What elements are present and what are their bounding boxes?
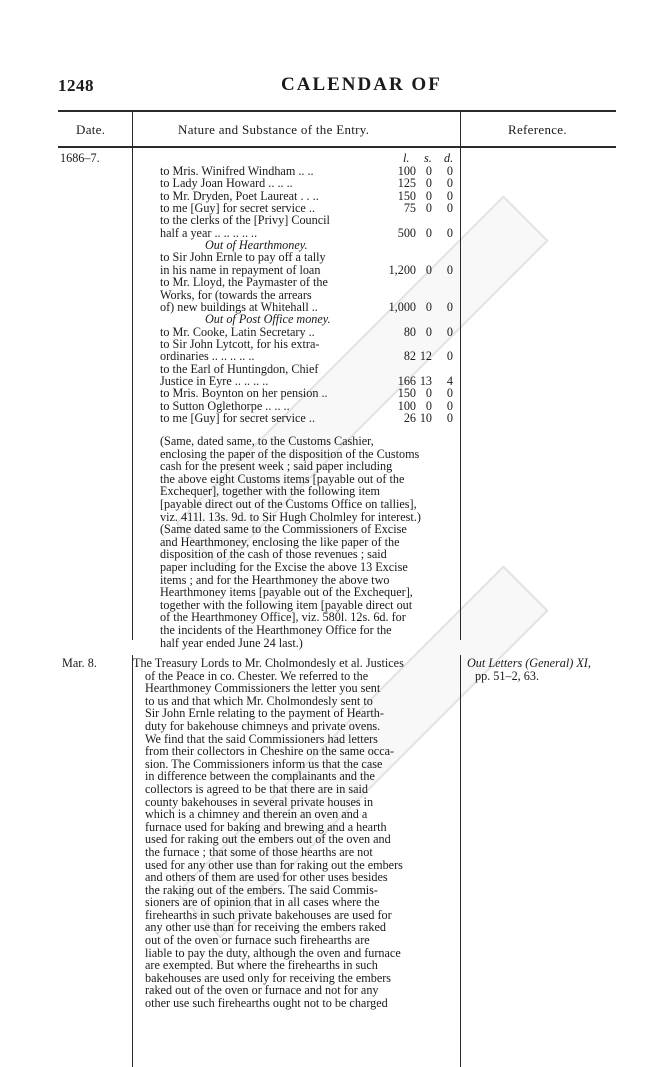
letter-line: any other use than for receiving the embers raked (145, 920, 386, 935)
item-text: to the clerks of the [Privy] Council (160, 213, 330, 228)
letter-line: the furnace ; that some of those hearths are not (145, 844, 373, 859)
note-line: the incidents of the Hearthmoney Office for the (160, 622, 392, 637)
letter-line: which is a chimney and therein an oven and a (145, 807, 368, 822)
section-heading: Out of Hearthmoney. (205, 238, 308, 253)
letter-line: We find that the said Commissioners had letters (145, 731, 378, 746)
amount-s: 13 (419, 373, 432, 388)
note-line: (Same dated same to the Commissioners of Excise (160, 522, 407, 537)
letter-line: other use such firehearths ought not to be charged (145, 996, 388, 1011)
letter-line: out of the oven or furnace such firehearths are (145, 933, 370, 948)
letter-line: and others of them are used for other uses besides (145, 870, 388, 885)
amount-l: 125 (397, 176, 416, 191)
amount-d: 4 (446, 373, 453, 388)
item-text: to Sutton Oglethorpe .. .. .. (160, 398, 290, 413)
amount-l: 82 (403, 349, 416, 364)
column-divider-right (460, 110, 461, 640)
letter-line: raked out of the oven or furnace and not for any (145, 983, 379, 998)
amount-d: 0 (446, 411, 453, 425)
letter-line: to us and that which Mr. Cholmondesly sent to (145, 693, 373, 708)
amount-l: 80 (403, 324, 416, 339)
amount-s: 0 (425, 386, 432, 401)
letter-line: collectors is agreed to be that there are in said (145, 781, 369, 796)
letter-line: of the Peace in co. Chester. We referred to the (145, 668, 369, 683)
amount-l: 150 (397, 188, 416, 203)
amount-l: 1,200 (388, 262, 416, 277)
item-text: ordinaries .. .. .. .. .. (160, 349, 255, 364)
amount-l: 500 (397, 225, 416, 240)
note-line: Exchequer], together with the following item (160, 484, 380, 499)
letter-line: bakehouses are used only for receiving the embers (145, 970, 392, 985)
amount-d: 0 (446, 299, 453, 314)
note-line: cash for the present week ; said paper including (160, 459, 393, 474)
item-text: to Mr. Lloyd, the Paymaster of the (160, 275, 328, 290)
header-rule (58, 146, 616, 148)
item-text: to Sir John Ernle to pay off a tally (160, 250, 326, 265)
amount-s: 0 (425, 262, 432, 277)
letter-line: firehearths in such private bakehouses are used for (145, 907, 392, 922)
item-text: Works, for (towards the arrears (160, 287, 312, 302)
letter-line: The Treasury Lords to Mr. Cholmondesly et al. Justices (133, 656, 404, 670)
amount-s: 12 (419, 349, 432, 364)
letter-line: the raking out of the embers. The said Commis- (145, 882, 378, 897)
column-header-nature: Nature and Substance of the Entry. (178, 122, 370, 137)
reference-line: Out Letters (General) XI, (467, 656, 591, 670)
letter-line: furnace used for baking and brewing and a hearth (145, 819, 387, 834)
letter-line: sion. The Commissioners inform us that the case (145, 756, 383, 771)
amount-l: 150 (397, 386, 416, 401)
letter-text (133, 657, 458, 1010)
item-text: to me [Guy] for secret service .. (160, 411, 315, 425)
amount-l: 1,000 (388, 299, 416, 314)
page-number: 1248 (58, 76, 94, 95)
customs-note (160, 435, 421, 649)
amount-s: 0 (425, 398, 432, 413)
note-line: half year ended June 24 last.) (160, 635, 303, 650)
item-text: to me [Guy] for secret service .. (160, 201, 315, 216)
column-header-date: Date. (76, 122, 106, 137)
amount-l: 166 (397, 373, 416, 388)
amount-s: 0 (425, 324, 432, 339)
amount-s: 10 (419, 411, 432, 425)
letter-line: Sir John Ernle relating to the payment of Hearth- (145, 706, 384, 721)
currency-header-s: s. (424, 151, 432, 165)
item-text: in his name in repayment of loan (160, 262, 321, 277)
amount-d: 0 (446, 324, 453, 339)
item-text: to Mr. Cooke, Latin Secretary .. (160, 324, 315, 339)
amount-d: 0 (446, 188, 453, 203)
note-line: paper including for the Excise the above 13 Excise (160, 559, 408, 574)
amount-s: 0 (425, 225, 432, 240)
currency-header-d: d. (444, 151, 454, 165)
letter-line: county bakehouses in several private houses in (145, 794, 374, 809)
item-text: to Mris. Winifred Windham .. .. (160, 164, 314, 178)
amount-s: 0 (425, 188, 432, 203)
letter-line: liable to pay the duty, although the oven and furnace (145, 945, 401, 960)
letter-line: in difference between the complainants and the (145, 769, 375, 784)
currency-header-l: l. (403, 151, 410, 165)
letter-line: Hearthmoney Commissioners the letter you sent (145, 681, 381, 696)
note-line: [payable direct out of the Customs Office on tallies], (160, 496, 417, 511)
amount-l: 100 (397, 164, 416, 178)
amount-d: 0 (446, 225, 453, 240)
top-rule (58, 110, 616, 112)
amount-s: 0 (425, 176, 432, 191)
note-line: disposition of the cash of those revenues ; said (160, 547, 387, 562)
note-line: viz. 411l. 13s. 9d. to Sir Hugh Cholmley for interest.) (160, 509, 421, 524)
note-line: enclosing the paper of the disposition of the Customs (160, 446, 420, 461)
letter-line: used for raking out the embers out of the oven and (145, 832, 391, 847)
amount-d: 0 (446, 349, 453, 364)
column-header-reference: Reference. (508, 122, 567, 137)
section-heading: Out of Post Office money. (205, 312, 331, 327)
letter-line: sioners are of opinion that in all cases where the (145, 895, 380, 910)
letter-line: duty for bakehouse chimneys and private ovens. (145, 718, 381, 733)
letter-line: used for any other use than for raking out the embers (145, 857, 403, 872)
amount-d: 0 (446, 386, 453, 401)
reference-line: pp. 51–2, 63. (475, 669, 539, 683)
item-text: to the Earl of Huntingdon, Chief (160, 361, 319, 376)
item-text: to Mris. Boynton on her pension .. (160, 386, 328, 401)
item-text: Justice in Eyre .. .. .. .. (160, 373, 269, 388)
item-text: half a year .. .. .. .. .. (160, 225, 258, 240)
letter-line: from their collectors in Cheshire on the same occa- (145, 744, 395, 759)
amount-s: 0 (425, 201, 432, 216)
amount-d: 0 (446, 262, 453, 277)
item-text: of) new buildings at Whitehall .. (160, 299, 318, 314)
column-divider-right-lower (460, 655, 461, 1067)
amount-s: 0 (425, 164, 432, 178)
amount-l: 100 (397, 398, 416, 413)
column-divider-left (132, 110, 133, 640)
note-line: the above eight Customs items [payable out of the (160, 471, 405, 486)
entry-date: Mar. 8. (62, 656, 97, 670)
item-text: to Mr. Dryden, Poet Laureat . . .. (160, 188, 319, 203)
amount-d: 0 (446, 176, 453, 191)
entry-date: 1686–7. (60, 151, 100, 165)
amount-d: 0 (446, 201, 453, 216)
note-line: items ; and for the Hearthmoney the above two (160, 572, 390, 587)
letter-line: are exempted. But where the firehearths in such (145, 958, 378, 973)
amount-l: 26 (403, 411, 416, 425)
amount-d: 0 (446, 164, 453, 178)
note-line: Hearthmoney items [payable out of the Exchequer], (160, 585, 413, 600)
item-text: to Lady Joan Howard .. .. .. (160, 176, 293, 191)
note-line: (Same, dated same, to the Customs Cashier, (160, 434, 374, 448)
note-line: together with the following item [payable direct out (160, 597, 413, 612)
note-line: of the Hearthmoney Office], viz. 580l. 12s. 6d. for (160, 610, 406, 625)
running-title: CALENDAR OF (281, 74, 442, 95)
amount-l: 75 (403, 201, 416, 216)
amount-s: 0 (425, 299, 432, 314)
amount-d: 0 (446, 398, 453, 413)
note-line: and Hearthmoney, enclosing the like paper of the (160, 534, 400, 549)
item-text: to Sir John Lytcott, for his extra- (160, 336, 320, 351)
